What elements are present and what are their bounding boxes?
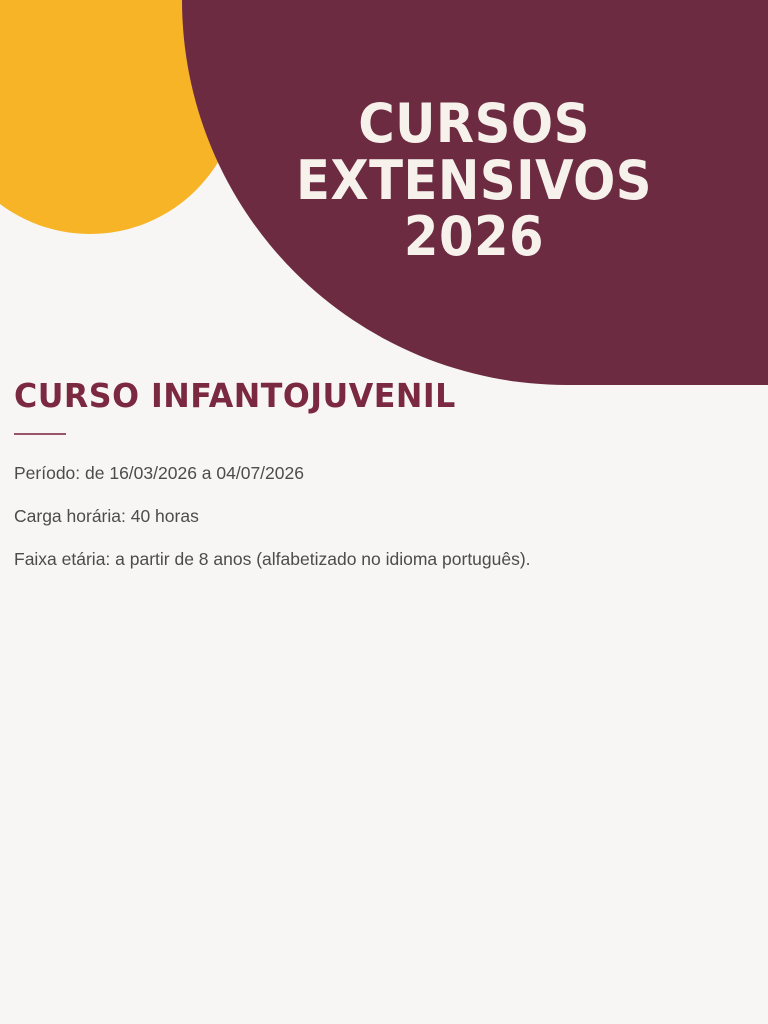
course-section <box>14 376 744 572</box>
banner-title-line-2: 2026 <box>403 205 545 269</box>
header-banner <box>0 0 768 385</box>
banner-title-line-1: CURSOS EXTENSIVOS <box>295 92 653 212</box>
course-detail-period: Período: de 16/03/2026 a 04/07/2026 <box>14 463 304 483</box>
banner-title <box>226 92 723 269</box>
course-detail-workload: Carga horária: 40 horas <box>14 505 199 526</box>
title-divider <box>14 433 66 435</box>
course-details-list <box>14 461 744 572</box>
course-title: CURSO INFANTOJUVENIL <box>14 376 456 415</box>
course-detail-age-range: Faixa etária: a partir de 8 anos (alfabetizado no idioma português). <box>14 548 531 569</box>
